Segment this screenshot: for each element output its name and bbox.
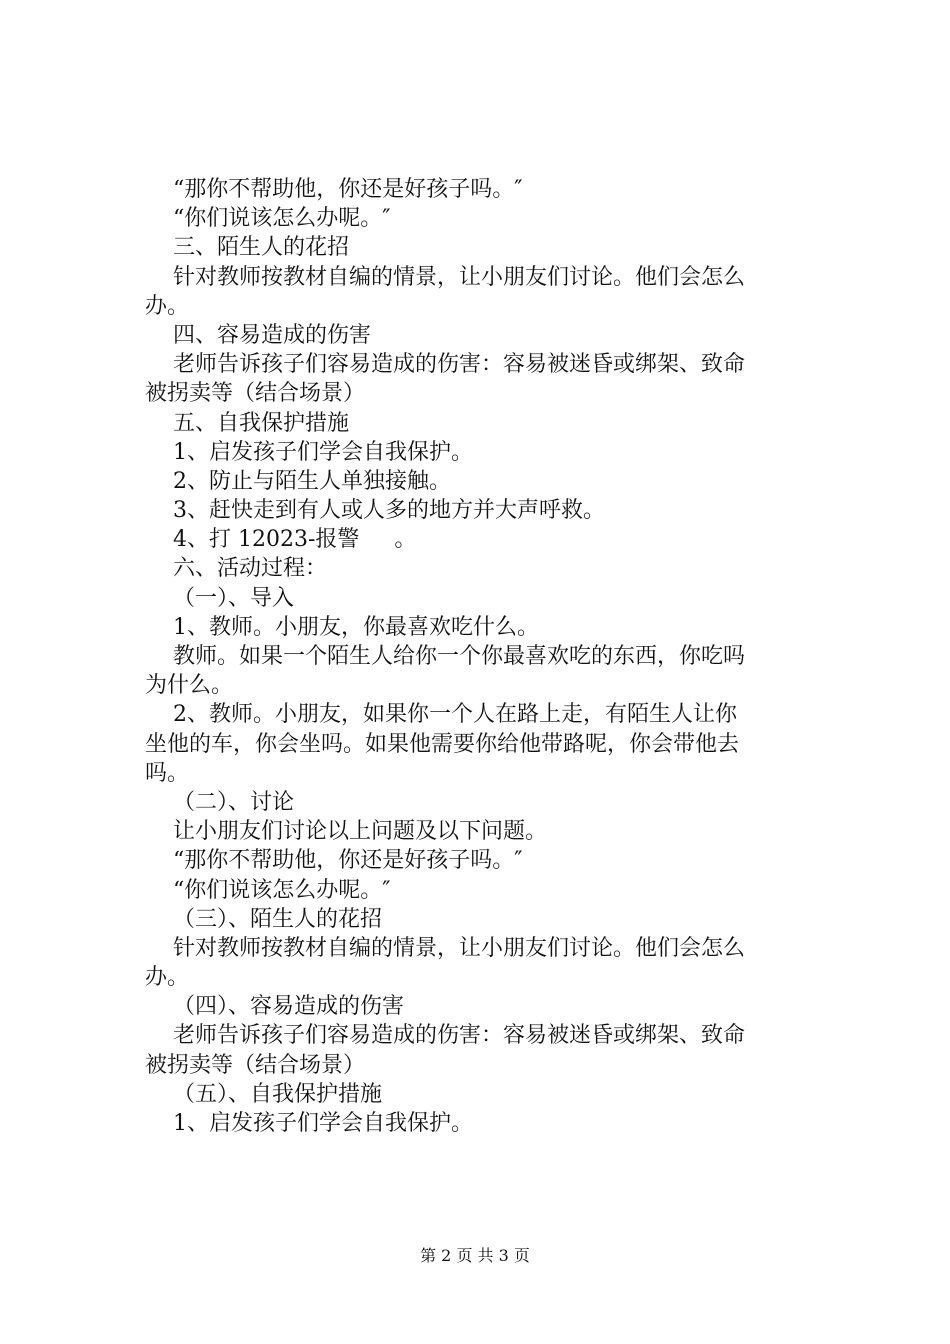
text-line: “你们说该怎么办呢。″	[145, 877, 391, 903]
text-line: （四）、容易造成的伤害	[145, 994, 404, 1020]
text-line: （五）、自我保护措施	[145, 1081, 382, 1107]
text-line: 被拐卖等（结合场景）	[145, 1052, 366, 1078]
text-line: 办。	[145, 293, 190, 319]
text-line: （一）、导入	[145, 585, 294, 611]
text-line: 2、教师。小朋友，如果你一个人在路上走，有陌生人让你	[145, 702, 737, 728]
text-line: 四、容易造成的伤害	[145, 322, 371, 348]
text-line: 六、活动过程：	[145, 556, 327, 582]
document-body	[145, 175, 835, 1138]
text-line: 2、防止与陌生人单独接触。	[145, 468, 451, 494]
text-line: 3、赶快走到有人或人多的地方并大声呼救。	[145, 498, 605, 524]
text-line: 4、打 12023-报警 。	[145, 527, 417, 553]
text-line: 为什么。	[145, 673, 234, 699]
text-line: 老师告诉孩子们容易造成的伤害：容易被迷昏或绑架、致命	[145, 352, 745, 378]
text-line: “那你不帮助他，你还是好孩子吗。″	[145, 848, 523, 874]
text-line: 1、启发孩子们学会自我保护。	[145, 1111, 473, 1136]
text-line: 教师。如果一个陌生人给你一个你最喜欢吃的东西，你吃吗	[145, 644, 745, 669]
text-line: 三、陌生人的花招	[145, 235, 349, 261]
text-line: 办。	[145, 965, 190, 991]
text-line: （二）、讨论	[145, 789, 294, 815]
text-line: 老师告诉孩子们容易造成的伤害：容易被迷昏或绑架、致命	[145, 1023, 745, 1049]
text-line: 被拐卖等（结合场景）	[145, 381, 366, 407]
text-line: 针对教师按教材自编的情景，让小朋友们讨论。他们会怎么	[145, 935, 745, 961]
text-line: “你们说该怎么办呢。″	[145, 206, 391, 232]
text-line: （三）、陌生人的花招	[145, 906, 382, 932]
text-line: 五、自我保护措施	[145, 410, 349, 436]
text-line: 1、教师。小朋友，你最喜欢吃什么。	[145, 614, 539, 640]
page-footer: 第 2 页 共 3 页	[420, 1246, 530, 1265]
text-line: 针对教师按教材自编的情景，让小朋友们讨论。他们会怎么	[145, 264, 745, 290]
text-line: 吗。	[145, 760, 190, 786]
text-line: “那你不帮助他，你还是好孩子吗。″	[145, 177, 523, 202]
text-line: 坐他的车，你会坐吗。如果他需要你给他带路呢，你会带他去	[145, 731, 740, 757]
text-line: 1、启发孩子们学会自我保护。	[145, 439, 473, 465]
text-line: 让小朋友们讨论以上问题及以下问题。	[145, 819, 547, 845]
